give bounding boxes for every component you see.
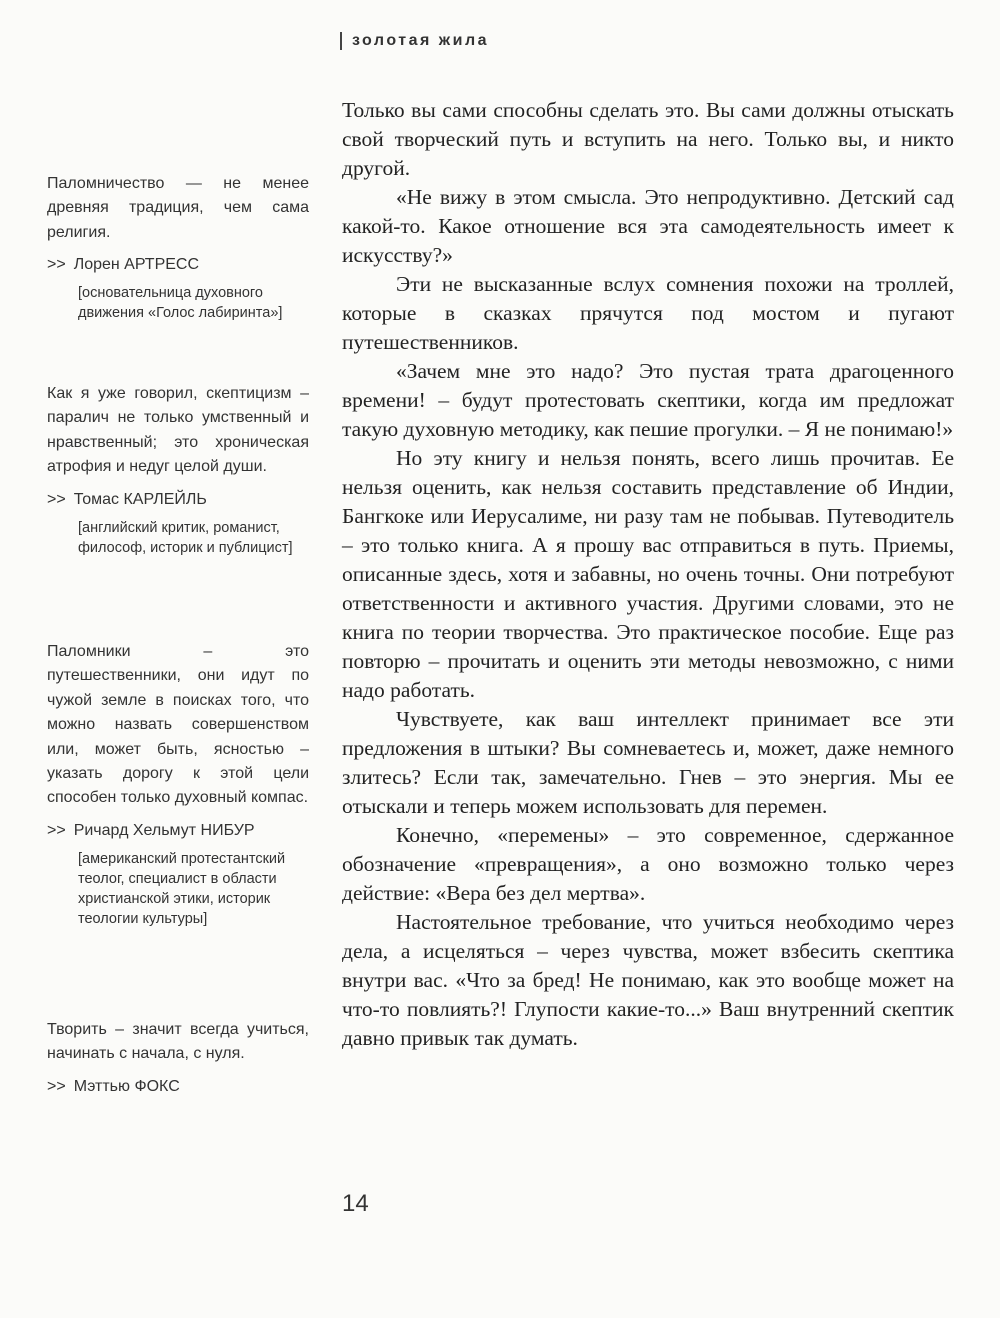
quote-text: Как я уже говорил, скептицизм – паралич не только умственный и нравственный; это хроническая атрофия и недуг целой души. bbox=[47, 385, 309, 476]
paragraph: Конечно, «перемены» – это современное, сдержанное обозначение «превращения», а оно возможно только через действие: «Вера без дел мертва». bbox=[342, 823, 954, 905]
quote-author-name: Томас КАРЛЕЙЛЬ bbox=[73, 490, 207, 508]
double-arrow-icon: >> bbox=[47, 256, 66, 274]
paragraph: «Не вижу в этом смысла. Это непродуктивно. Детский сад какой-то. Какое отношение вся эта самодеятельность имеет к искусству?» bbox=[342, 185, 954, 267]
double-arrow-icon: >> bbox=[47, 490, 66, 508]
quote-text: Творить – значит всегда учиться, начинать с начала, с нуля. bbox=[47, 1021, 309, 1063]
double-arrow-icon: >> bbox=[47, 1077, 66, 1095]
quote-text: Паломники – это путешественники, они идут по чужой земле в поисках того, что можно назвать совершенством или, может быть, ясностью – указать дорогу к этой цели способен только духовный компас. bbox=[47, 643, 309, 807]
quote-author-description: [американский протестантский теолог, специалист в области христианской этики, историк теологии культуры] bbox=[78, 850, 286, 927]
paragraph: Чувствуете, как ваш интеллект принимает все эти предложения в штыки? Вы сомневаетесь и, может, даже немного злитесь? Если так, замечательно. Гнев – это энергия. Мы ее отыскали и теперь можем использовать для перемен. bbox=[342, 707, 954, 818]
quote-author-description: [английский критик, романист, философ, историк и публицист] bbox=[78, 519, 293, 556]
paragraph: Только вы сами способны сделать это. Вы сами должны отыскать свой творческий путь и вступить на него. Только вы, и никто другой. bbox=[342, 98, 954, 180]
quote-fox bbox=[47, 1018, 309, 1099]
paragraph: «Зачем мне это надо? Это пустая трата драгоценного времени! – будут протестовать скептики, когда им предложат такую духовную методику, как пешие прогулки. – Я не понимаю!» bbox=[342, 359, 954, 441]
quote-author-name: Ричард Хельмут НИБУР bbox=[73, 821, 255, 839]
paragraph: Эти не высказанные вслух сомнения похожи на троллей, которые в сказках прячутся под мостом и пугают путешественников. bbox=[342, 272, 954, 354]
quote-text: Паломничество — не менее древняя традиция, чем сама религия. bbox=[47, 175, 309, 241]
paragraph: Настоятельное требование, что учиться необходимо через дела, а исцеляться – через чувства, может взбесить скептика внутри вас. «Что за бред! Не понимаю, как это вообще может на что-то повлиять?! Глупости какие-то...» Ваш внутренний скептик давно привык так думать. bbox=[342, 910, 954, 1050]
quote-author bbox=[47, 1075, 309, 1099]
quote-author-name: Лорен АРТРЕСС bbox=[73, 256, 200, 274]
running-title: золотая жила bbox=[352, 32, 490, 49]
quote-author bbox=[47, 253, 309, 277]
page-number: 14 bbox=[342, 1190, 369, 1217]
quote-niebuhr bbox=[47, 640, 309, 929]
quote-author bbox=[47, 819, 309, 843]
quote-author-description: [основательница духовного движения «Голос лабиринта»] bbox=[78, 285, 283, 322]
main-text bbox=[342, 96, 954, 1053]
quote-author-name: Мэттью ФОКС bbox=[73, 1077, 180, 1095]
running-header bbox=[340, 30, 489, 52]
quote-author bbox=[47, 488, 309, 512]
double-arrow-icon: >> bbox=[47, 821, 66, 839]
quote-artress bbox=[47, 172, 309, 323]
quote-carlyle bbox=[47, 382, 309, 558]
header-divider-bar bbox=[340, 32, 342, 50]
paragraph: Но эту книгу и нельзя понять, всего лишь прочитав. Ее нельзя оценить, как нельзя составить представление об Индии, Бангкоке или Иерусалиме, ни разу там не побывав. Путеводитель – это только книга. А я прошу вас отправиться в путь. Приемы, описанные здесь, хотя и забавны, но очень точны. Они потребуют ответственности и активного участия. Другими словами, это не книга по теории творчества. Это практическое пособие. Еще раз повторю – прочитать и оценить эти методы невозможно, с ними надо работать. bbox=[342, 446, 954, 702]
